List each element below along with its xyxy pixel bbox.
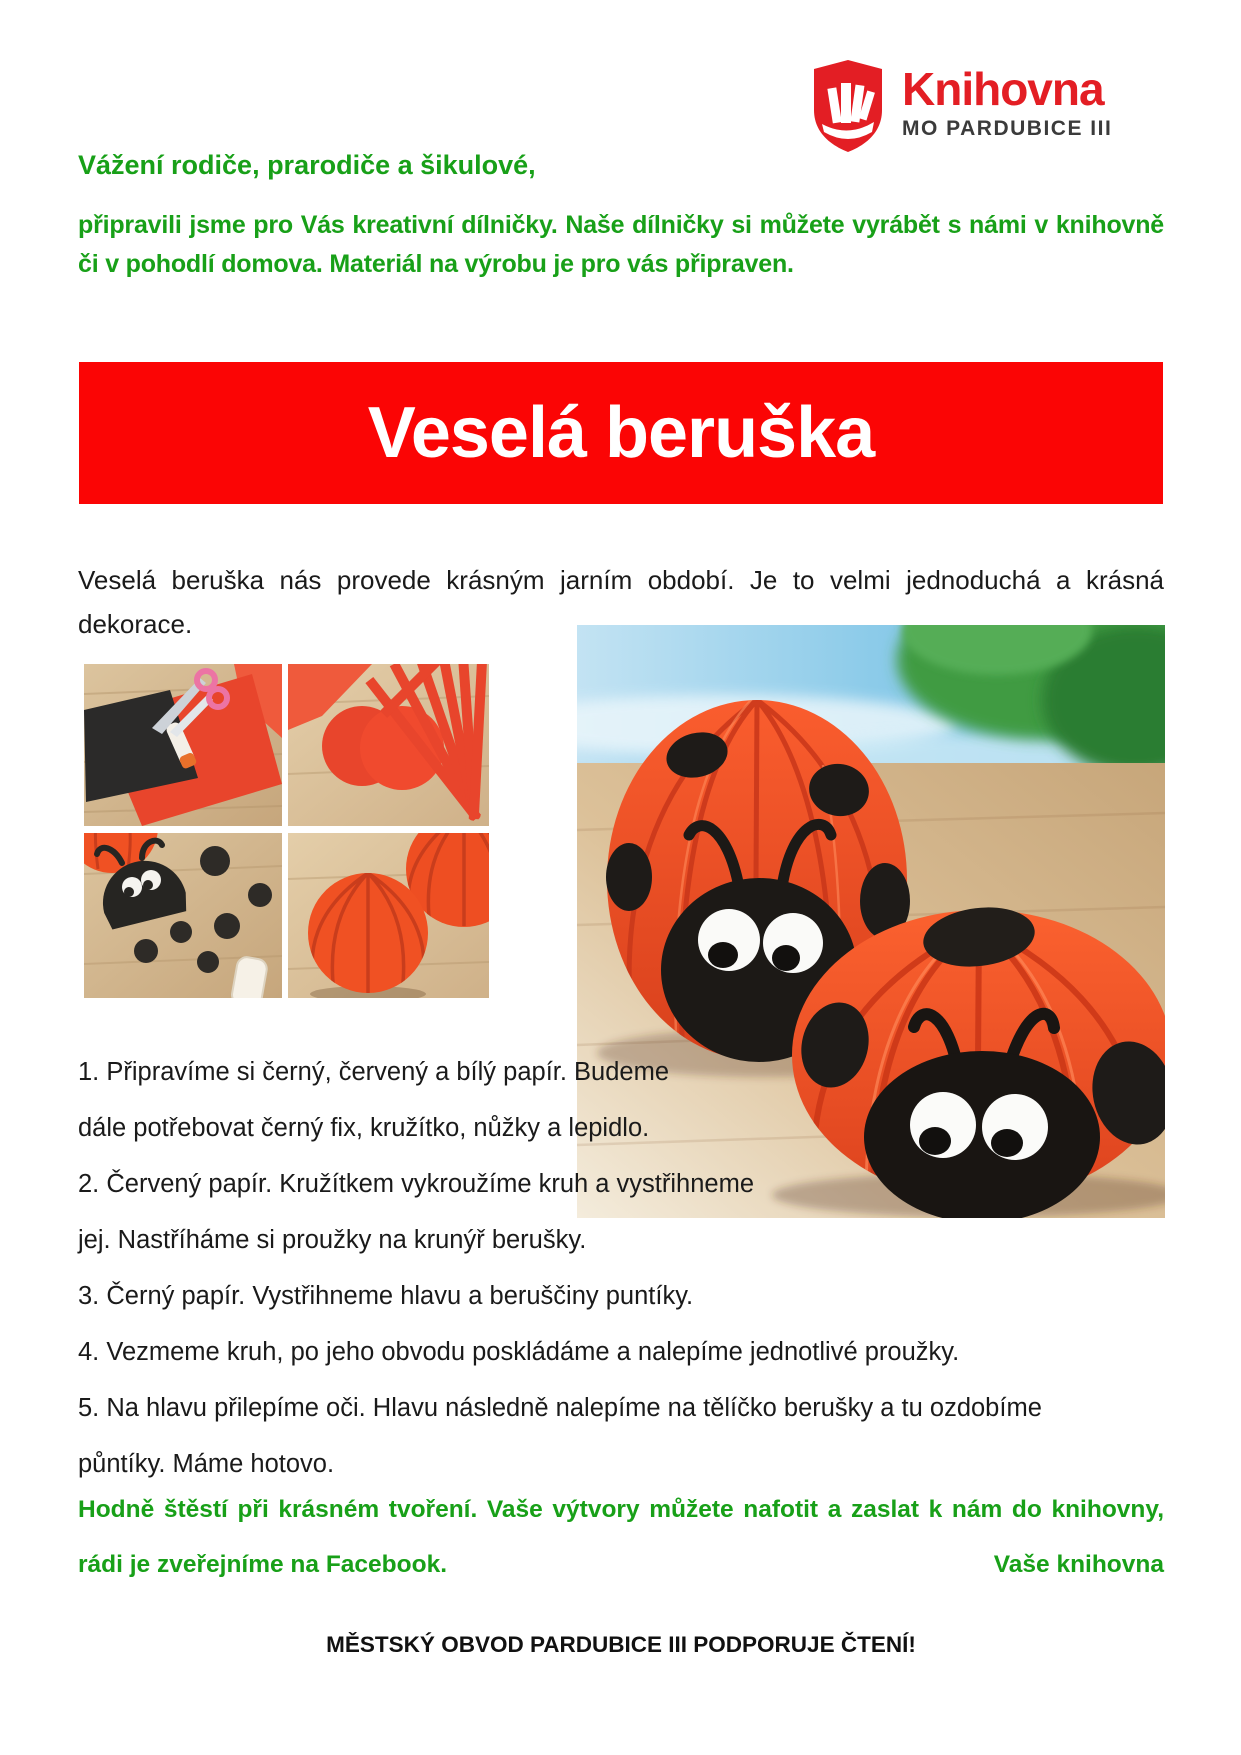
steps-list	[78, 1044, 1173, 1492]
book-shelf-shield-icon	[810, 58, 886, 154]
step-line: půntíky. Máme hotovo.	[78, 1450, 335, 1478]
closing-paragraph	[78, 1482, 1164, 1592]
craft-steps-collage-image	[84, 664, 489, 998]
description-paragraph: Veselá beruška nás provede krásným jarním období. Je to velmi jednoduchá a krásná dekorace.	[78, 565, 1164, 639]
collage-cell-circles-strips	[288, 664, 489, 826]
salutation: Vážení rodiče, prarodiče a šikulové,	[78, 150, 536, 180]
step-line: jej. Nastříháme si proužky na krunýř berušky.	[78, 1226, 587, 1254]
craft-steps-collage	[84, 664, 489, 1003]
collage-cell-papers-scissors	[84, 664, 282, 826]
step-line: 2. Červený papír. Kružítkem vykroužíme kruh a vystřihneme	[78, 1170, 754, 1198]
logo-text	[902, 58, 1112, 141]
footer-slogan: MĚSTSKÝ OBVOD PARDUBICE III PODPORUJE ČTENÍ!	[326, 1632, 916, 1657]
step-line: 4. Vezmeme kruh, po jeho obvodu poskládáme a nalepíme jednotlivé proužky.	[78, 1338, 960, 1366]
step-line: dále potřebovat černý fix, kružítko, nůžky a lepidlo.	[78, 1114, 650, 1142]
logo-name: Knihovna	[902, 63, 1104, 115]
step-line: 1. Připravíme si černý, červený a bílý papír. Budeme	[78, 1058, 670, 1086]
signature: Vaše knihovna	[993, 1551, 1164, 1578]
step-line: 5. Na hlavu přilepíme oči. Hlavu následně nalepíme na tělíčko berušky a tu ozdobíme	[78, 1394, 1042, 1422]
closing-text: Hodně štěstí při krásném tvoření. Vaše výtvory můžete nafotit a zaslat k nám do knihovny, rádi je zveřejníme na Facebook.	[78, 1496, 1164, 1578]
logo-subtitle: MO PARDUBICE III	[902, 117, 1113, 140]
step-line: 3. Černý papír. Vystřihneme hlavu a beruščiny puntíky.	[78, 1282, 694, 1310]
title-banner	[79, 362, 1163, 504]
page-title: Veselá beruška	[367, 393, 875, 473]
library-logo	[810, 58, 1112, 154]
collage-cell-orange-domes	[288, 811, 489, 998]
intro-paragraph: připravili jsme pro Vás kreativní dílničky. Naše dílničky si můžete vyrábět s námi v knihovně či v pohodlí domova. Materiál na výrobu je pro vás připraven.	[78, 211, 1164, 278]
